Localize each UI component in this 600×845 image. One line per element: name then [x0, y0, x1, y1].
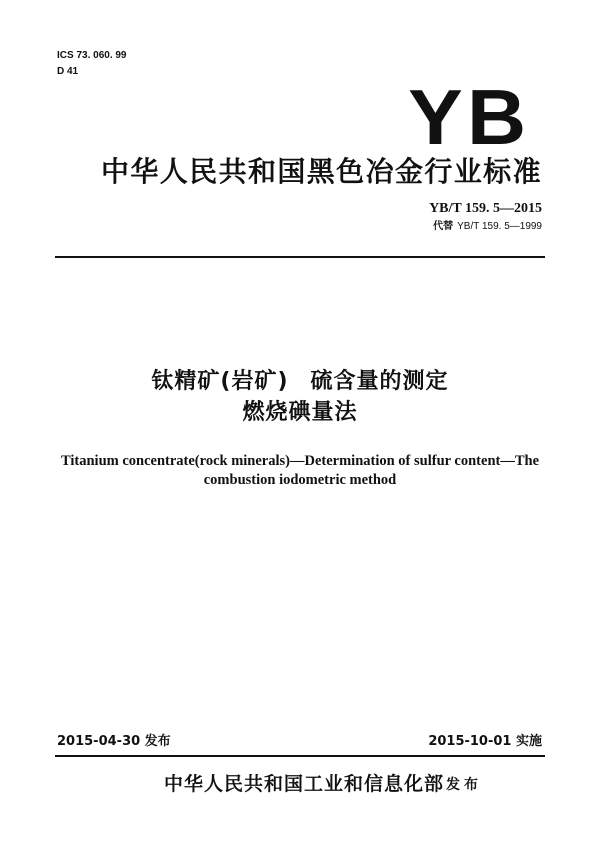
standard-number: YB/T 159. 5—2015: [429, 201, 542, 216]
ics-code: ICS 73. 060. 99: [57, 50, 127, 61]
implementation-date: 2015-10-01 实施: [428, 734, 542, 749]
english-title-line-2: combustion iodometric method: [203, 472, 397, 488]
document-title-part-1: 钛精矿(岩矿): [151, 369, 289, 394]
english-title-line-1: Titanium concentrate(rock minerals)—Determination of sulfur content—The: [60, 453, 540, 469]
footer-divider: [55, 755, 545, 757]
publish-label: 发布: [446, 777, 482, 793]
publisher-name: 中华人民共和国工业和信息化部: [164, 773, 445, 795]
header-divider: [55, 256, 545, 258]
document-title-part-2: 硫含量的测定: [310, 369, 449, 394]
document-title-line-1: [0, 367, 600, 397]
replaces-label: 代替: [433, 221, 454, 232]
ccs-code: D 41: [57, 66, 79, 77]
standard-title: 中华人民共和国黑色冶金行业标准: [100, 155, 542, 188]
document-title-line-2: 燃烧碘量法: [242, 400, 358, 425]
issue-date: 2015-04-30 发布: [57, 734, 171, 749]
replaces-number: YB/T 159. 5—1999: [457, 221, 542, 232]
yb-logo: YB: [407, 73, 530, 161]
replaces-line: [433, 220, 542, 234]
